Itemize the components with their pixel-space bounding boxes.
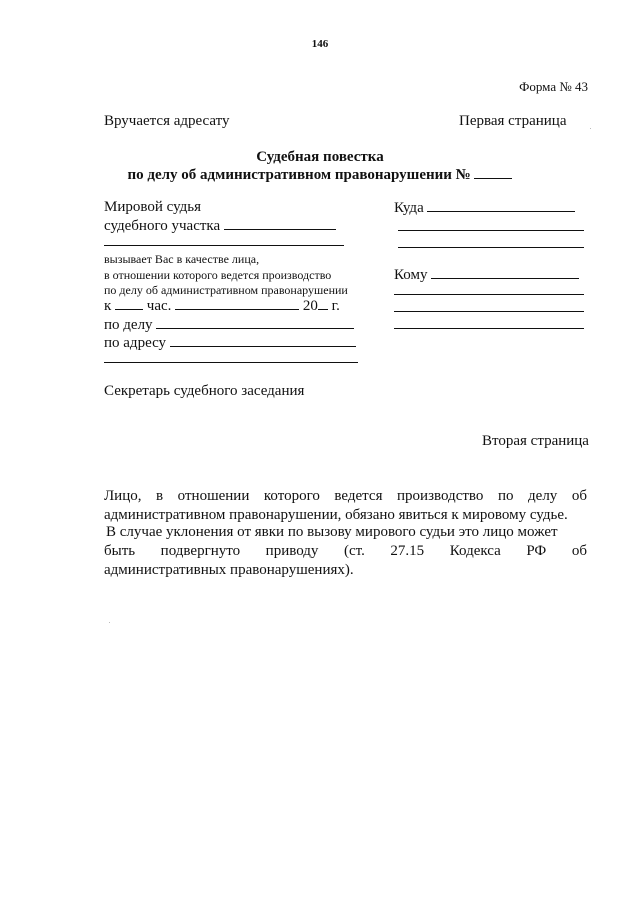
district-label: судебного участка: [104, 218, 221, 234]
where-row: [394, 199, 575, 217]
subtitle-text: по делу об административном правонарушении №: [127, 167, 471, 183]
where-field[interactable]: [427, 199, 575, 212]
address-extra-line[interactable]: [104, 362, 358, 363]
to-whom-line-2[interactable]: [394, 294, 584, 295]
secretary-label: Секретарь судебного заседания: [104, 383, 305, 399]
time-row: [104, 297, 340, 315]
to-whom-row: [394, 266, 579, 284]
time-k-label: к: [104, 298, 112, 314]
district-row: [104, 217, 336, 235]
header-first-page: Первая страница: [459, 113, 567, 129]
paragraph-2-line-2: быть подвергнуто приводу (ст. 27.15 Кодекса РФ об: [104, 543, 587, 559]
date-field[interactable]: [175, 297, 299, 310]
year-prefix: 20: [302, 298, 318, 314]
address-row: [104, 334, 356, 352]
header-addressee: Вручается адресату: [104, 113, 230, 129]
summons-text: вызывает Вас в качестве лица,: [104, 252, 260, 266]
paragraph-2-line-1: В случае уклонения от явки по вызову мирового судьи это лицо может: [106, 524, 558, 540]
where-line-3[interactable]: [398, 247, 584, 248]
year-field[interactable]: [318, 297, 328, 310]
case-row: [104, 316, 354, 334]
case-label: по делу: [104, 317, 153, 333]
paragraph-2-line-3: административных правонарушениях).: [104, 562, 354, 578]
paragraph-1-line-2: административном правонарушении, обязано явиться к мировому судье.: [104, 507, 568, 523]
document-title: Судебная повестка: [256, 149, 384, 165]
year-suffix: г.: [331, 298, 340, 314]
judge-label: Мировой судья: [104, 199, 202, 215]
second-page-label: Вторая страница: [482, 433, 589, 449]
time-hours-label: час.: [146, 298, 172, 314]
scan-speck: [109, 622, 110, 623]
case-field[interactable]: [156, 316, 354, 329]
to-whom-line-4[interactable]: [394, 328, 584, 329]
scan-speck: [590, 128, 591, 129]
time-field[interactable]: [115, 297, 143, 310]
where-line-2[interactable]: [398, 230, 584, 231]
form-number: Форма № 43: [519, 79, 588, 94]
address-field[interactable]: [170, 334, 356, 347]
where-label: Куда: [394, 200, 424, 216]
address-label: по адресу: [104, 335, 167, 351]
to-whom-line-3[interactable]: [394, 311, 584, 312]
case-type-text: по делу об административном правонарушении: [104, 283, 348, 297]
case-number-field[interactable]: [474, 166, 512, 179]
paragraph-1-line-1: Лицо, в отношении которого ведется производство по делу об: [104, 488, 587, 504]
page-number: 146: [311, 38, 329, 50]
to-whom-label: Кому: [394, 267, 428, 283]
district-field[interactable]: [224, 217, 336, 230]
document-subtitle: [0, 166, 640, 184]
to-whom-field[interactable]: [431, 266, 579, 279]
judge-name-line[interactable]: [104, 245, 344, 246]
regarding-text: в отношении которого ведется производство: [104, 268, 332, 282]
